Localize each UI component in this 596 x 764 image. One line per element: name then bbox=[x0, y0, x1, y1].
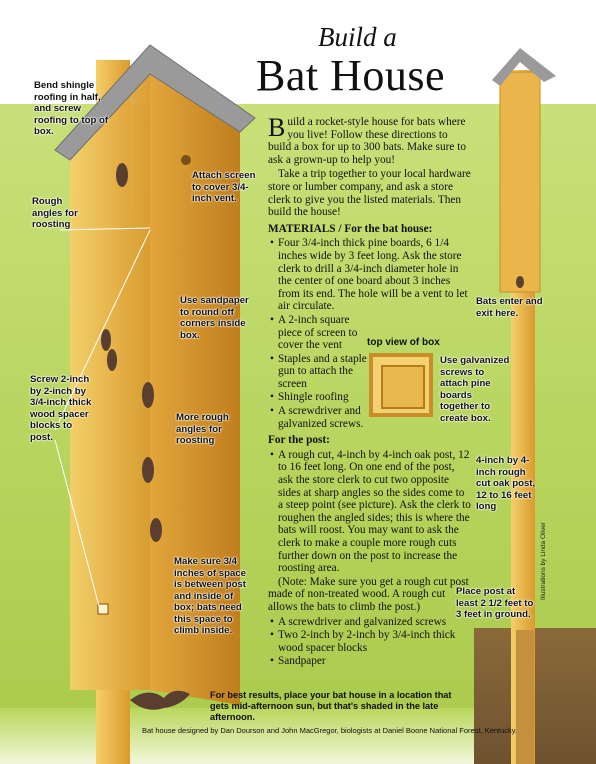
bat bbox=[142, 457, 154, 483]
small-box bbox=[500, 72, 540, 292]
list-item: • A screwdriver and galvanized screws bbox=[278, 616, 472, 629]
title-line2: Bat House bbox=[256, 51, 446, 100]
annotation-space: Make sure 3/4 inches of space is between post and inside of box; bats need this space to climb inside. bbox=[174, 556, 246, 636]
post-heading: For the post: bbox=[268, 434, 330, 447]
annotation-screen: Attach screen to cover 3/4-inch vent. bbox=[192, 170, 256, 204]
intro-paragraph-2: Take a trip together to your local hardware store or lumber company, and ask a store clerk to give you the listed materials. Then build the house! bbox=[268, 168, 471, 219]
illustrator-credit: Illustrations by Linda Oliver bbox=[540, 521, 547, 600]
post-note: (Note: Make sure you get a rough cut post made of non-treated wood. A rough cut allows the bats to climb the post.) bbox=[268, 575, 469, 613]
post-materials-list-2 bbox=[268, 616, 472, 668]
flying-bat bbox=[130, 691, 190, 710]
annotation-more-rough: More rough angles for roosting bbox=[176, 412, 229, 446]
list-item: • Four 3/4-inch thick pine boards, 6 1/4 inches wide by 3 feet long. Ask the store clerk to drill a 3/4-inch diameter hole in the center of one board about 3 inches from its end. The hole will be a vent to let air circulate. bbox=[278, 237, 472, 313]
annotation-galvanized: Use galvanized screws to attach pine boards together to create box. bbox=[440, 355, 510, 424]
list-item: • Two 2-inch by 2-inch by 3/4-inch thick wood spacer blocks bbox=[278, 629, 472, 654]
intro-paragraph: Build a rocket-style house for bats where you live! Follow these directions to build a box for up to 300 bats. Make sure to ask a grown-up to help you! bbox=[268, 113, 466, 166]
bat bbox=[150, 518, 162, 542]
bat bbox=[142, 382, 154, 408]
best-results-note: For best results, place your bat house in a location that gets mid-afternoon sun, but that's shaded in the late afternoon. bbox=[210, 690, 452, 722]
annotation-ground: Place post at least 2 1/2 feet to 3 feet in ground. bbox=[456, 586, 534, 620]
annotation-shingle: Bend shingle roofing in half, and screw roofing to top of box. bbox=[34, 80, 109, 137]
list-item: • A screwdriver and galvanized screws. bbox=[278, 405, 376, 430]
vent-hole bbox=[181, 155, 191, 165]
list-item: • Sandpaper bbox=[278, 655, 472, 668]
annotation-sandpaper: Use sandpaper to round off corners inside box. bbox=[180, 295, 249, 341]
post-materials-list bbox=[268, 449, 472, 575]
title-line1: Build a bbox=[318, 22, 397, 52]
list-item: • Staples and a staple gun to attach the screen bbox=[278, 353, 376, 391]
top-view-diagram bbox=[369, 353, 433, 417]
top-view-label: top view of box bbox=[367, 337, 440, 348]
bat bbox=[116, 163, 128, 187]
bat bbox=[101, 329, 111, 351]
design-credit: Bat house designed by Dan Dourson and John MacGregor, biologists at Daniel Boone National Forest, Kentucky. bbox=[142, 726, 518, 735]
list-item: • A rough cut, 4-inch by 4-inch oak post, 12 to 16 feet long. On one end of the post, ask the store clerk to cut two opposite sides at sharp angles so the sides come to a steep point (see picture). Ask the clerk to roughen the angled sides; this is where the bats will roost. You may want to ask the clerk to make a couple more rough cuts further down on the post to increase the roosting area. bbox=[278, 449, 472, 575]
annotation-spacer: Screw 2-inch by 2-inch by 3/4-inch thick wood spacer blocks to post. bbox=[30, 374, 92, 443]
annotation-rough: Rough angles for roosting bbox=[32, 196, 78, 230]
annotation-oak: 4-inch by 4-inch rough cut oak post, 12 to 16 feet long bbox=[476, 455, 536, 512]
list-item: • A 2-inch square piece of screen to cover the vent bbox=[278, 314, 376, 352]
materials-heading: MATERIALS / For the bat house: bbox=[268, 222, 433, 235]
annotation-enter: Bats enter and exit here. bbox=[476, 296, 543, 319]
list-item: • Shingle roofing bbox=[278, 391, 472, 404]
bat bbox=[107, 349, 117, 371]
